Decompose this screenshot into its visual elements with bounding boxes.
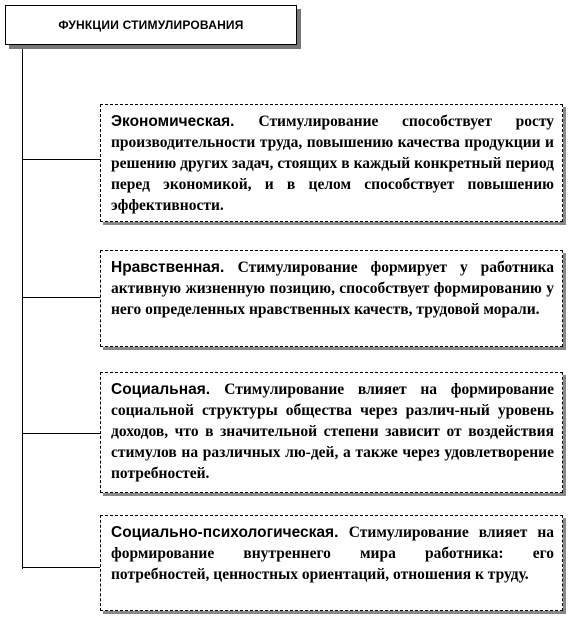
function-box-moral [100, 250, 563, 347]
function-name: Нравственная. [111, 259, 238, 276]
function-box-social [100, 372, 563, 493]
connector-trunk [22, 49, 23, 569]
connector-branch-moral [22, 297, 100, 298]
function-name: Социальная. [111, 381, 225, 398]
function-description: Стимулирование влияет на формирование социальной структуры общества через различ-ный уровень доходов, что в значительной степени зависит от воздействия стимулов на различных лю-дей, а также через удовлетворение потребностей. [111, 381, 554, 482]
connector-branch-social [22, 433, 100, 434]
function-box-economic [100, 104, 563, 222]
connector-branch-psychological [22, 567, 100, 568]
diagram-title: ФУНКЦИИ СТИМУЛИРОВАНИЯ [58, 18, 244, 32]
function-description: Стимулирование влияет на формирование внутреннего мира работника: его потребностей, ценностных ориентаций, отношения к труду. [111, 524, 555, 583]
function-name: Экономическая. [111, 113, 259, 130]
function-description: Стимулирование формирует у работника активную жизненную позицию, способствует формированию у него определенных нравственных качеств, трудовой морали. [111, 259, 554, 318]
diagram-title-box [5, 5, 297, 45]
function-box-psychological [100, 515, 563, 611]
function-description: Стимулирование способствует росту производительности труда, повышению качества продукции и решению других задач, стоящих в каждый конкретный период перед экономикой, и в целом способствует повышению эффективности. [111, 113, 554, 214]
connector-branch-economic [22, 159, 100, 160]
function-name: Социально-психологическая. [111, 524, 349, 541]
